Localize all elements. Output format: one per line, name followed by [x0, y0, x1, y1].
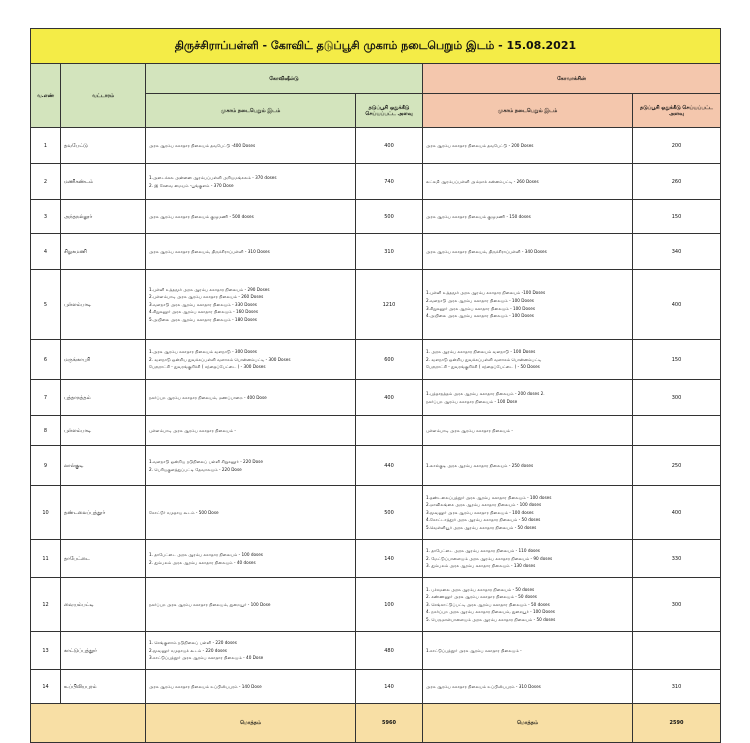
covishield-location-cell	[146, 446, 356, 486]
location-line: 3. செங்காட்டுப்பட்டி அரசு ஆரம்ப சுகாதார நிலையம் - 50 doses	[426, 601, 550, 607]
covaxin-dose-cell: 300	[633, 578, 721, 632]
covishield-dose-cell: 500	[356, 200, 423, 234]
location-line: 4.அயிலை அரசு ஆரம்ப சுகாதார நிலையம் - 100 Doses	[426, 313, 534, 319]
total-covishield: 5960	[356, 704, 423, 743]
covishield-dose-cell: 480	[356, 632, 423, 670]
covaxin-location-cell	[423, 340, 633, 380]
covishield-dose-cell: 440	[356, 446, 423, 486]
location-line: 4. நகர்ப்புற அரசு ஆரம்ப சுகாதார நிலையம், துறையூர் - 100 Doses	[426, 609, 555, 615]
location-line: 1. தாபேட்டை அரசு ஆரம்ப சுகாதார நிலையம் - 100 doses	[149, 551, 263, 557]
covishield-location-cell	[146, 670, 356, 704]
block-cell: அந்தநல்லூர்	[61, 200, 146, 234]
serial-cell: 13	[31, 632, 61, 670]
covishield-dose-cell: 140	[356, 670, 423, 704]
covishield-dose-cell: 400	[356, 128, 423, 164]
covishield-location-cell	[146, 340, 356, 380]
location-line: 5.வெள்ளியூர் அரசு ஆரம்ப சுகாதார நிலையம் - 50 doses	[426, 524, 537, 530]
location-line: அரசு ஆரம்ப சுகாதார நிலையம் தவபேட்டு - 200 Doses	[426, 142, 534, 148]
block-cell: காட்டுப்புத்தூர்	[61, 632, 146, 670]
header-covaxin-doses: தடுப்பூசி ஒதுக்கீடு செய்யப்பட்ட அளவு	[633, 94, 721, 128]
covishield-dose-cell: 400	[356, 380, 423, 416]
covaxin-dose-cell: 330	[633, 540, 721, 578]
location-line: நகர்ப்புற அரசு ஆரம்ப சுகாதார நிலையம், துறையூர் - 100 Dose	[149, 601, 271, 607]
table-row	[31, 380, 721, 416]
covishield-location-cell	[146, 270, 356, 340]
serial-cell: 10	[31, 486, 61, 540]
covishield-location-cell	[146, 416, 356, 446]
location-line: 3.வளநாடு அரசு ஆரம்ப சுகாதார நிலையம் - 330 Doses	[149, 301, 257, 307]
table-row	[31, 234, 721, 270]
covishield-dose-cell: 310	[356, 234, 423, 270]
location-line: 2. மேட்டுப்பாளையம் அரசு ஆரம்ப சுகாதார நிலையம் - 90 doses	[426, 555, 553, 561]
covaxin-dose-cell: 200	[633, 128, 721, 164]
table-row	[31, 540, 721, 578]
block-cell: புள்ளம்பாடி	[61, 270, 146, 340]
header-covaxin: கோவாக்சின்	[423, 64, 721, 94]
table-row	[31, 578, 721, 632]
covishield-location-cell	[146, 200, 356, 234]
covishield-dose-cell: 740	[356, 164, 423, 200]
serial-cell: 14	[31, 670, 61, 704]
block-cell: மருங்காபுரி	[61, 340, 146, 380]
block-cell: தாபேட்டை	[61, 540, 146, 578]
covaxin-dose-cell: 340	[633, 234, 721, 270]
location-line: 1. அரசு ஆரம்ப சுகாதார நிலையம் வளநாடு - 100 Doses	[426, 349, 536, 355]
location-line: 2. பெரியகுளத்துப்பட்டி தேவாலயம் - 220 Dose	[149, 466, 242, 472]
serial-cell: 8	[31, 416, 61, 446]
block-cell: வையம்பட்டி	[61, 578, 146, 632]
location-line: 5.அயிலை அரசு ஆரம்ப சுகாதார நிலையம் - 180 Doses	[149, 316, 257, 322]
location-line: 1.அடைக்கல அன்னை ஆரம்பப்பள்ளி அரியமங்கலம் - 370 doses	[149, 174, 277, 180]
total-covaxin: 2590	[633, 704, 721, 743]
location-line: 2. தும்பலம் அரசு ஆரம்ப சுகாதார நிலையம் - 40 doses	[149, 559, 256, 565]
location-line: 1.புள்ளி உத்தமூர் அரசு ஆரம்ப சுகாதார நிலையம் -100 Doses	[426, 290, 546, 296]
location-line: புள்ளம்பாடி அரசு ஆரம்ப சுகாதார நிலையம் -	[149, 427, 236, 433]
location-line: பேரூராட்சி - துவரங்குறிச்சி ( சந்தைப்பேட்டை ) - 50 Doses	[426, 364, 540, 370]
location-line: நகர்ப்புற ஆரம்ப சுகாதார நிலையம் - 100 Dose	[426, 398, 518, 404]
total-label: மொத்தம்	[146, 704, 356, 743]
serial-cell: 3	[31, 200, 61, 234]
block-cell: புத்தாநத்தம்	[61, 380, 146, 416]
serial-cell: 12	[31, 578, 61, 632]
serial-cell: 6	[31, 340, 61, 380]
location-line: அரசு ஆரம்ப சுகாதார நிலையம் தவபேட்டு -400 Doses	[149, 142, 256, 148]
header-covishield: கோவிஷீல்டு	[146, 64, 423, 94]
header-serial: வ.எண்	[31, 64, 61, 128]
location-line: 1. பச்சமலை அரசு ஆரம்ப சுகாதார நிலையம் - 50 doses	[426, 586, 535, 592]
covaxin-dose-cell: 400	[633, 486, 721, 540]
block-cell: உப்பிலியபுரம்	[61, 670, 146, 704]
location-line: 4.கோட்டாத்தூர் அரசு ஆரம்ப சுகாதார நிலையம் - 50 doses	[426, 517, 541, 523]
covaxin-location-cell	[423, 578, 633, 632]
location-line: 1.லால்குடி அரசு ஆரம்ப சுகாதார நிலையம் - 250 doses	[426, 462, 534, 468]
location-line: 2. வளநாடு ஒன்றிய துவக்கப்பள்ளி வளாகம் பொன்னம்பட்டி - 300 Doses	[149, 356, 291, 362]
header-covishield-doses: தடுப்பூசி ஒதுக்கீடு செய்யப்பட்ட அளவு	[356, 94, 423, 128]
table-row	[31, 340, 721, 380]
table-row	[31, 416, 721, 446]
table-row	[31, 632, 721, 670]
location-line: 2. இ சேவை மையம் -பூங்குளம் - 370 Dose	[149, 182, 234, 188]
covishield-location-cell	[146, 578, 356, 632]
location-line: 2.மாவிலங்கை அரசு ஆரம்ப சுகாதார நிலையம் - 100 doses	[426, 502, 542, 508]
location-line: 1.புத்தாநத்தம் அரசு ஆரம்ப சுகாதார நிலையம் - 200 doses 2.	[426, 390, 545, 396]
location-line: 2.மூவனூர் சமுதாயக் கூடம் - 220 doses	[149, 647, 227, 653]
covaxin-dose-cell	[633, 632, 721, 670]
covaxin-location-cell	[423, 540, 633, 578]
covaxin-location-cell	[423, 234, 633, 270]
location-line: அரசு ஆரம்ப சுகாதார நிலையம் குழுமணி - 500 doses	[149, 213, 254, 219]
header-covaxin-location: முகாம் நடைபெறும் இடம்	[423, 94, 633, 128]
vaccination-camp-table	[30, 28, 721, 743]
location-line: 3.மூவனூர் அரசு ஆரம்ப சுகாதார நிலையம் - 100 doses	[426, 509, 534, 515]
table-row	[31, 446, 721, 486]
covishield-dose-cell: 500	[356, 486, 423, 540]
location-line: 1.புள்ளி உத்தமூர் அரசு ஆரம்ப சுகாதார நிலையம் - 290 Doses	[149, 286, 270, 292]
covaxin-location-cell	[423, 164, 633, 200]
covaxin-location-cell	[423, 632, 633, 670]
table-row	[31, 164, 721, 200]
serial-cell: 5	[31, 270, 61, 340]
covishield-dose-cell: 100	[356, 578, 423, 632]
location-line: கோட்டூர் சமுதாய கூடம் - 500 Dose	[149, 509, 219, 515]
block-cell: மணிகண்டம்	[61, 164, 146, 200]
location-line: 1.தண்டலைப்புத்தூர் அரசு ஆரம்ப சுகாதார நிலையம் - 100 doses	[426, 494, 552, 500]
block-cell: லால்குடி	[61, 446, 146, 486]
total-blank	[31, 704, 146, 743]
location-line: 3. தும்பலம் அரசு ஆரம்ப சுகாதார நிலையம் - 130 doses	[426, 563, 536, 569]
header-covishield-location: முகாம் நடைபெறும் இடம்	[146, 94, 356, 128]
header-row-1	[31, 64, 721, 94]
location-line: பேரூராட்சி - துவரங்குறிச்சி ( சந்தைப்பேட்டை ) - 300 Doses	[149, 364, 266, 370]
table-row	[31, 128, 721, 164]
serial-cell: 7	[31, 380, 61, 416]
covishield-location-cell	[146, 632, 356, 670]
location-line: அரசு ஆரம்ப சுகாதார நிலையம் குழுமணி - 150 doses	[426, 213, 531, 219]
location-line: 3.காட்டுப்புத்தூர் அரசு ஆரம்ப சுகாதார நிலையம் - 40 Dose	[149, 655, 264, 661]
covaxin-dose-cell: 150	[633, 200, 721, 234]
location-line: அரசு ஆரம்ப சுகாதார நிலையம், திருச்சிராப்பள்ளி - 310 Doses	[149, 248, 270, 254]
title-row	[31, 29, 721, 64]
serial-cell: 9	[31, 446, 61, 486]
covishield-dose-cell: 600	[356, 340, 423, 380]
table-row	[31, 200, 721, 234]
location-line: அரசு ஆரம்ப சுகாதார நிலையம், திருச்சிராப்பள்ளி - 340 Doses	[426, 248, 547, 254]
covishield-dose-cell	[356, 416, 423, 446]
location-line: 1.காட்டுப்புத்தூர் அரசு ஆரம்ப சுகாதார நிலையம் -	[426, 647, 522, 653]
block-cell: சிறுகமணி	[61, 234, 146, 270]
location-line: 2. வளநாடு ஒன்றிய துவக்கப்பள்ளி வளாகம் பொன்னம்பட்டி	[426, 356, 542, 362]
location-line: 1. செங்குளாம் நடுநிலைப் பள்ளி - 220 doses	[149, 640, 237, 646]
total-row	[31, 704, 721, 743]
location-line: 3.சிறுகனூர் அரசு ஆரம்ப சுகாதார நிலையம் - 100 Doses	[426, 305, 535, 311]
header-block: வட்டாரம்	[61, 64, 146, 128]
covaxin-dose-cell: 400	[633, 270, 721, 340]
covishield-location-cell	[146, 128, 356, 164]
table-row	[31, 486, 721, 540]
covaxin-location-cell	[423, 380, 633, 416]
location-line: 1.வளநாடு ஒன்றிய நடுநிலைப் பள்ளி சிறுகனூர் - 220 Dose	[149, 458, 263, 464]
block-cell: தவபேட்டு	[61, 128, 146, 164]
covishield-dose-cell: 1210	[356, 270, 423, 340]
table-row	[31, 670, 721, 704]
covaxin-location-cell	[423, 128, 633, 164]
covaxin-dose-cell: 260	[633, 164, 721, 200]
block-cell: தண்டலைப்புத்தூர்	[61, 486, 146, 540]
location-line: 2.புள்ளம்பாடி அரசு ஆரம்ப சுகாதார நிலையம் - 260 Doses	[149, 294, 264, 300]
covishield-dose-cell: 140	[356, 540, 423, 578]
location-line: 1.அரசு ஆரம்ப சுகாதார நிலையம் வளநாடு - 300 Doses	[149, 349, 257, 355]
location-line: 5. பெருமாள்பாளையம் அரசு ஆரம்ப சுகாதார நிலையம் - 50 doses	[426, 616, 556, 622]
covaxin-dose-cell: 310	[633, 670, 721, 704]
location-line: நகர்ப்புற ஆரம்ப சுகாதார நிலையம், மணப்பாறை - 400 Dose	[149, 394, 267, 400]
covaxin-dose-cell: 250	[633, 446, 721, 486]
covishield-location-cell	[146, 234, 356, 270]
total-covaxin-label: மொத்தம்	[423, 704, 633, 743]
block-cell: புள்ளம்பாடி	[61, 416, 146, 446]
covaxin-location-cell	[423, 446, 633, 486]
location-line: 2. கண்ணனூர் அரசு ஆரம்ப சுகாதார நிலையம் - 50 doses	[426, 594, 537, 600]
location-line: 1. தாபேட்டை அரசு ஆரம்ப சுகாதார நிலையம் - 110 doses	[426, 548, 540, 554]
covaxin-location-cell	[423, 416, 633, 446]
serial-cell: 1	[31, 128, 61, 164]
covishield-location-cell	[146, 380, 356, 416]
location-line: அரசு ஆரம்ப சுகாதார நிலையம் உப்பிலியபுரம் - 140 Dose	[149, 683, 262, 689]
location-line: லட்சுமி ஆரம்பப்பள்ளி அம்மாக் கன்னம்பட்டி - 260 Doses	[426, 178, 539, 184]
serial-cell: 4	[31, 234, 61, 270]
covaxin-dose-cell	[633, 416, 721, 446]
covaxin-dose-cell: 150	[633, 340, 721, 380]
covaxin-location-cell	[423, 486, 633, 540]
location-line: 4.சிறுகனூர் அரசு ஆரம்ப சுகாதார நிலையம் - 160 Doses	[149, 309, 258, 315]
location-line: அரசு ஆரம்ப சுகாதார நிலையம் உப்பிலியபுரம் - 310 Doses	[426, 683, 541, 689]
location-line: புள்ளம்பாடி அரசு ஆரம்ப சுகாதார நிலையம் -	[426, 427, 513, 433]
sheet-title: திருச்சிராப்பள்ளி - கோவிட் தடுப்பூசி முகாம் நடைபெறும் இடம் - 15.08.2021	[31, 29, 721, 64]
covishield-location-cell	[146, 486, 356, 540]
covaxin-location-cell	[423, 200, 633, 234]
table-row	[31, 270, 721, 340]
covaxin-location-cell	[423, 670, 633, 704]
covaxin-dose-cell: 300	[633, 380, 721, 416]
covishield-location-cell	[146, 164, 356, 200]
serial-cell: 11	[31, 540, 61, 578]
covaxin-location-cell	[423, 270, 633, 340]
serial-cell: 2	[31, 164, 61, 200]
location-line: 2.வளநாடு அரசு ஆரம்ப சுகாதார நிலையம் - 100 Doses	[426, 297, 534, 303]
covishield-location-cell	[146, 540, 356, 578]
